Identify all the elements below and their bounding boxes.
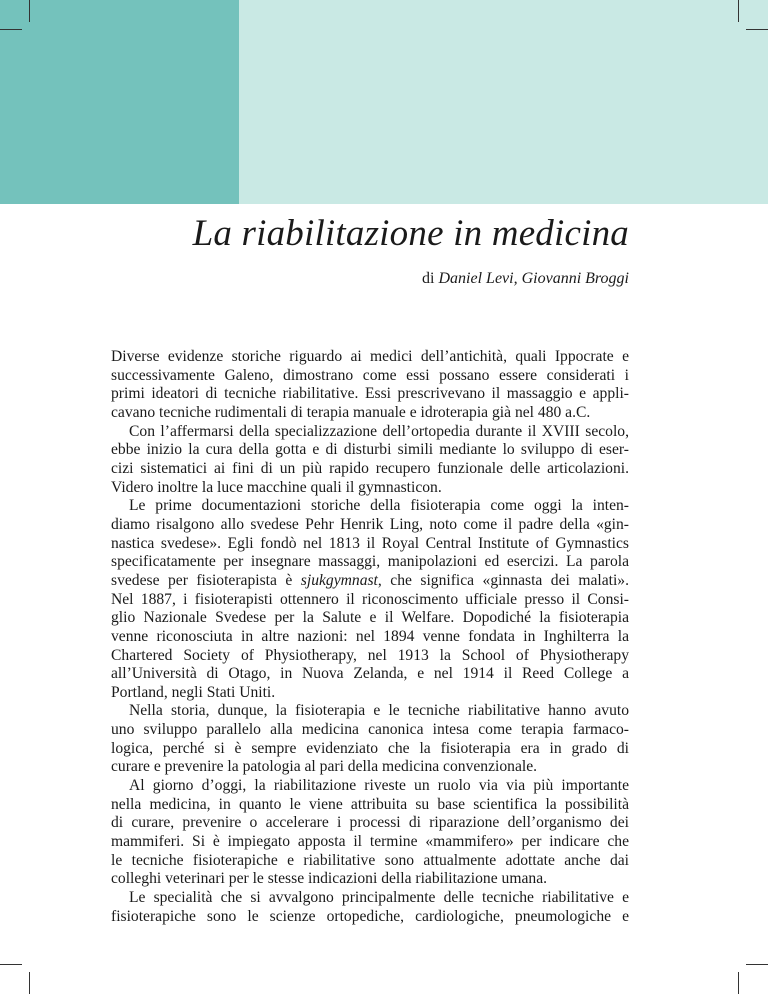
body-line: fisioterapiche sono le scienze ortopediche, cardiologiche, pneumologiche e xyxy=(111,907,629,925)
body-line: curare e prevenire la patologia al pari della medicina convenzionale. xyxy=(111,758,538,776)
header-color-block-dark xyxy=(0,0,239,204)
body-line: nella medicina, in quanto le viene attribuita su base scientifica la possibilità xyxy=(111,795,629,813)
body-line: mammiferi. Si è impiegato apposta il termine «mammifero» per indicare che xyxy=(111,833,629,851)
body-line: glio Nazionale Svedese per la Salute e il Welfare. Dopodiché la fisioterapia xyxy=(111,609,629,627)
body-line: venne riconosciuta in altre nazioni: nel 1894 venne fondata in Inghilterra la xyxy=(111,627,629,645)
body-line: all’Università di Otago, in Nuova Zelanda, e nel 1914 il Reed College a xyxy=(111,665,629,683)
crop-mark-bottom-right xyxy=(738,972,739,994)
body-line: Nel 1887, i fisioterapisti ottennero il riconoscimento ufficiale presso il Consi- xyxy=(111,590,629,608)
chapter-title: La riabilitazione in medicina xyxy=(192,213,629,254)
body-line: Diverse evidenze storiche riguardo ai medici dell’antichità, quali Ippocrate e xyxy=(111,348,629,365)
crop-mark-bottom-left-h xyxy=(0,964,22,965)
body-line: primi ideatori di tecniche riabilitative. Essi prescrivevano il massaggio e appli- xyxy=(111,385,629,403)
crop-mark-bottom-right-h xyxy=(746,964,768,965)
body-line: nastica svedese». Egli fondò nel 1813 il Royal Central Institute of Gymnastics xyxy=(111,534,629,552)
body-line: cavano tecniche rudimentali di terapia manuale e idroterapia già nel 480 a.C. xyxy=(111,403,591,421)
body-line: logica, perché si è sempre evidenziato che la fisioterapia era in grado di xyxy=(111,739,629,757)
crop-mark-top-right xyxy=(738,0,739,22)
body-line-emphasis: sjukgymnast xyxy=(300,571,378,589)
body-line: uno sviluppo parallelo alla medicina canonica intesa come terapia farmaco- xyxy=(111,721,629,739)
byline-prefix: di xyxy=(422,270,435,287)
body-line-text: svedese per fisioterapista è xyxy=(111,571,301,589)
body-line: Portland, negli Stati Uniti. xyxy=(111,683,276,701)
header-color-block-light xyxy=(239,0,768,204)
crop-mark-top-left-h xyxy=(0,29,22,30)
byline-authors: Daniel Levi, Giovanni Broggi xyxy=(438,270,629,287)
crop-mark-top-left xyxy=(29,0,30,22)
body-line: diamo risalgono allo svedese Pehr Henrik Ling, noto come il padre della «gin- xyxy=(111,515,629,533)
body-line: Con l’affermarsi della specializzazione dell’ortopedia durante il XVIII secolo, xyxy=(129,422,629,440)
body-line: successivamente Galeno, dimostrano come essi possano essere considerati i xyxy=(111,366,629,384)
body-line: Le specialità che si avvalgono principalmente delle tecniche riabilitative e xyxy=(129,889,629,907)
body-line: specificatamente per insegnare massaggi, manipolazioni ed esercizi. La parola xyxy=(111,553,629,571)
body-line: ebbe inizio la cura della gotta e di disturbi simili mediante lo sviluppo di eser- xyxy=(111,441,629,459)
chapter-byline xyxy=(0,270,629,288)
body-line: colleghi veterinari per le stesse indicazioni della riabilitazione umana. xyxy=(111,870,548,888)
body-line: Al giorno d’oggi, la riabilitazione riveste un ruolo via via più importante xyxy=(129,777,629,795)
crop-mark-bottom-left xyxy=(29,972,30,994)
body-line: Le prime documentazioni storiche della fisioterapia come oggi la inten- xyxy=(129,497,629,515)
crop-mark-top-right-h xyxy=(746,29,768,30)
body-text xyxy=(111,348,629,926)
body-line xyxy=(111,572,629,591)
body-line: Chartered Society of Physiotherapy, nel 1913 la School of Physiotherapy xyxy=(111,646,629,664)
body-line: di curare, prevenire o accelerare i processi di riparazione dell’organismo dei xyxy=(111,814,629,832)
body-line: Videro inoltre la luce macchine quali il gymnasticon. xyxy=(111,478,442,496)
body-line: cizi sistematici ai fini di un più rapido recupero funzionale delle articolazioni. xyxy=(111,459,629,477)
body-line-text: , che significa «ginnasta dei malati». xyxy=(377,571,629,589)
body-line: le tecniche fisioterapiche e riabilitative sono attualmente adottate anche dai xyxy=(111,851,629,869)
body-line: Nella storia, dunque, la fisioterapia e le tecniche riabilitative hanno avuto xyxy=(129,702,629,720)
